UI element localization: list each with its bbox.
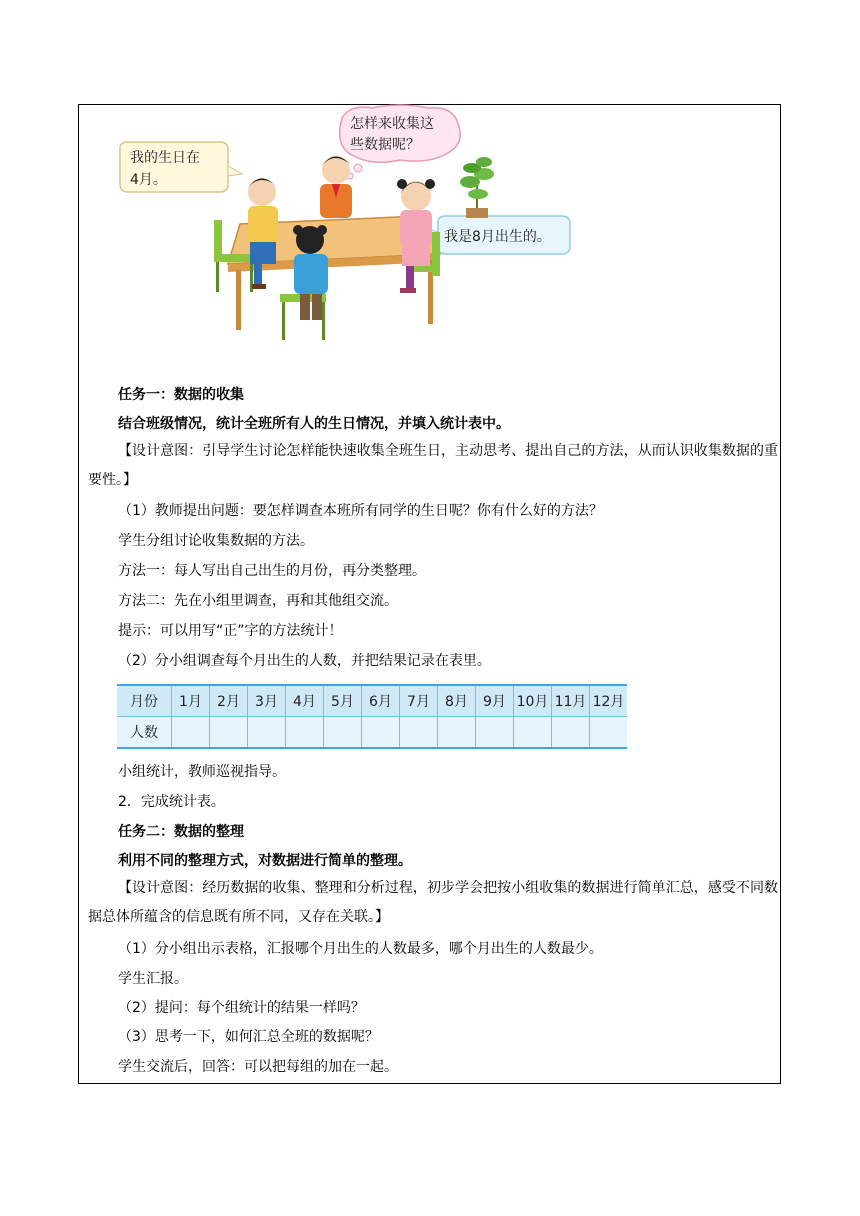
task2-question-2: （2）提问：每个组统计的结果一样吗？ — [118, 1000, 365, 1016]
speech-bubble-left — [120, 142, 242, 192]
task1-goal: 结合班级情况，统计全班所有人的生日情况，并填入统计表中。 — [118, 416, 510, 432]
task2-goal: 利用不同的整理方式，对数据进行简单的整理。 — [118, 853, 412, 869]
month-cell: 2月 — [210, 685, 248, 717]
table-header-month: 月份 — [117, 685, 172, 717]
count-cell[interactable] — [286, 717, 324, 749]
birthday-month-table — [117, 684, 627, 749]
bubble-left-line1: 我的生日在 — [130, 150, 200, 166]
boy-center-figure — [320, 156, 352, 218]
task1-title: 任务一：数据的收集 — [118, 387, 244, 403]
month-cell: 1月 — [172, 685, 210, 717]
count-cell[interactable] — [362, 717, 400, 749]
bubble-left-line2: 4月。 — [130, 172, 167, 188]
task2-report: 学生汇报。 — [118, 971, 188, 987]
count-cell[interactable] — [210, 717, 248, 749]
task2-question-1: （1）分小组出示表格，汇报哪个月出生的人数最多，哪个月出生的人数最少。 — [118, 941, 603, 957]
month-cell: 6月 — [362, 685, 400, 717]
count-cell[interactable] — [552, 717, 590, 749]
bubble-top-line1: 怎样来收集这 — [350, 116, 434, 132]
speech-bubble-right — [426, 216, 570, 254]
count-cell[interactable] — [514, 717, 552, 749]
task2-design-intent: 【设计意图：经历数据的收集、整理和分析过程，初步学会把按小组收集的数据进行简单汇总，感受不同数据总体所蕴含的信息既有所不同，又存在关联。】 — [88, 880, 778, 925]
month-cell: 9月 — [476, 685, 514, 717]
table-row-counts — [117, 717, 627, 749]
count-cell[interactable] — [476, 717, 514, 749]
task1-method-2: 方法二：先在小组里调查，再和其他组交流。 — [118, 593, 398, 609]
month-cell: 3月 — [248, 685, 286, 717]
month-cell: 12月 — [590, 685, 628, 717]
count-cell[interactable] — [324, 717, 362, 749]
plant-icon — [460, 157, 494, 218]
task1-method-1: 方法一：每人写出自己出生的月份，再分类整理。 — [118, 563, 426, 579]
month-cell: 7月 — [400, 685, 438, 717]
task1-question-1: （1）教师提出问题：要怎样调查本班所有同学的生日呢？你有什么好的方法？ — [118, 503, 603, 519]
month-cell: 11月 — [552, 685, 590, 717]
group-stat-text: 小组统计，教师巡视指导。 — [118, 764, 286, 780]
classroom-illustration — [110, 104, 580, 344]
thought-bubble-top — [340, 105, 461, 179]
bubble-top-line2: 些数据呢？ — [350, 137, 420, 153]
task2-question-3: （3）思考一下，如何汇总全班的数据呢？ — [118, 1029, 379, 1045]
count-cell[interactable] — [172, 717, 210, 749]
count-cell[interactable] — [248, 717, 286, 749]
month-cell: 5月 — [324, 685, 362, 717]
month-cell: 8月 — [438, 685, 476, 717]
task2-answer: 学生交流后，回答：可以把每组的加在一起。 — [118, 1059, 398, 1075]
task1-design-intent: 【设计意图：引导学生讨论怎样能快速收集全班生日，主动思考、提出自己的方法，从而认识收集数据的重要性。】 — [88, 443, 778, 488]
count-cell[interactable] — [400, 717, 438, 749]
table-header-count: 人数 — [117, 717, 172, 749]
step-2-text: 2．完成统计表。 — [118, 794, 225, 810]
month-cell: 10月 — [514, 685, 552, 717]
task1-question-2: （2）分小组调查每个月出生的人数，并把结果记录在表里。 — [118, 653, 491, 669]
bubble-right-text: 我是8月出生的。 — [444, 229, 551, 245]
task2-title: 任务二：数据的整理 — [118, 824, 244, 840]
month-cell: 4月 — [286, 685, 324, 717]
count-cell[interactable] — [590, 717, 628, 749]
table-row-months — [117, 685, 627, 717]
task1-hint: 提示：可以用写“正”字的方法统计！ — [118, 623, 343, 639]
count-cell[interactable] — [438, 717, 476, 749]
task1-discuss: 学生分组讨论收集数据的方法。 — [118, 533, 314, 549]
